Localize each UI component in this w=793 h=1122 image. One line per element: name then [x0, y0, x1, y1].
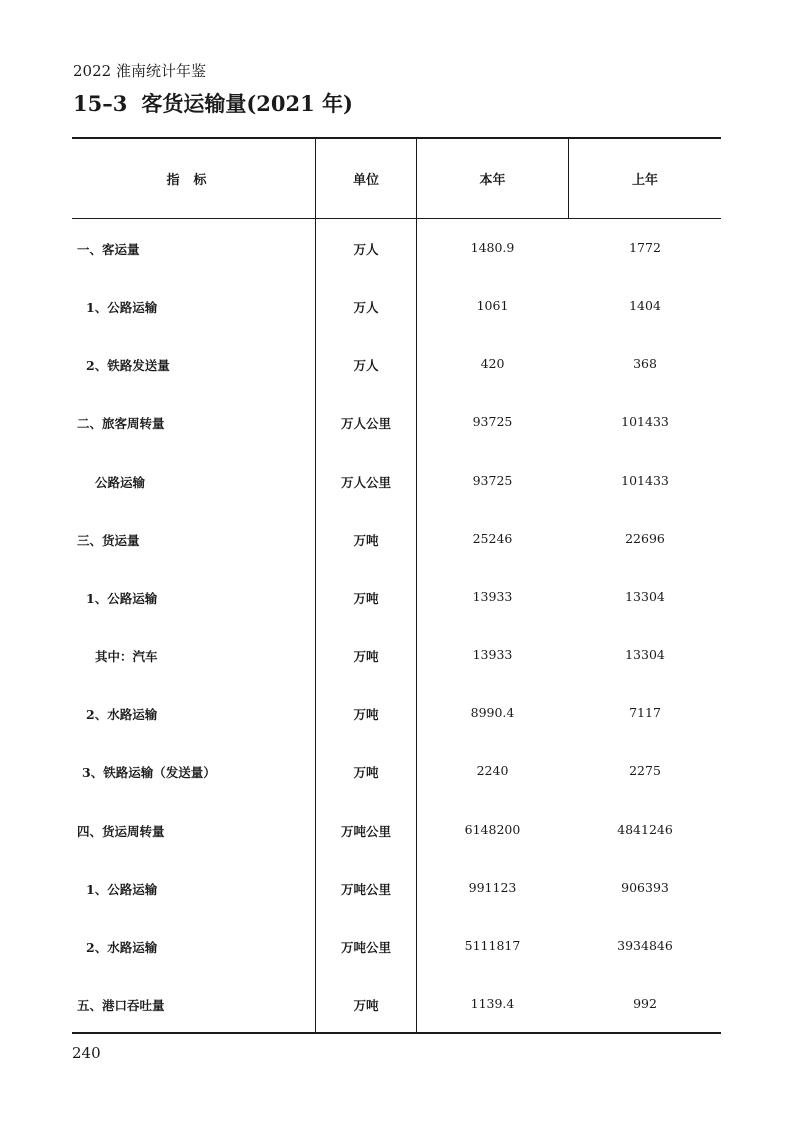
row-label: 一、客运量: [77, 242, 140, 257]
table-row: [72, 880, 721, 900]
row-label: 2、水路运输: [86, 707, 158, 722]
row-current-value: 2240: [476, 763, 509, 778]
row-previous-value: 906393: [621, 880, 669, 895]
table-row: [72, 356, 721, 376]
header-unit: 单位: [352, 173, 379, 188]
row-label: 3、铁路运输（发送量）: [82, 765, 216, 780]
row-unit: 万人公里: [340, 475, 391, 490]
row-unit: 万人: [353, 358, 379, 373]
row-current-value: 420: [480, 356, 505, 371]
row-current-value: 1480.9: [470, 240, 515, 255]
row-previous-value: 7117: [629, 705, 661, 720]
table-row: [72, 647, 721, 667]
row-previous-value: 3934846: [617, 938, 673, 953]
row-previous-value: 101433: [621, 473, 669, 488]
row-label: 公路运输: [95, 475, 146, 490]
row-previous-value: 992: [633, 996, 657, 1011]
row-label: 三、货运量: [77, 533, 140, 548]
row-current-value: 13933: [472, 647, 513, 662]
header-current-year: 本年: [479, 173, 506, 188]
row-label: 1、公路运输: [86, 591, 158, 606]
table-row: [72, 414, 721, 434]
row-current-value: 25246: [472, 531, 513, 546]
table-row: [72, 822, 721, 842]
row-current-value: 93725: [472, 473, 513, 488]
row-label: 2、铁路发送量: [86, 358, 170, 373]
row-previous-value: 13304: [625, 647, 665, 662]
table-row: [72, 763, 721, 783]
row-unit: 万吨: [353, 533, 379, 548]
row-current-value: 5111817: [464, 938, 521, 953]
row-unit: 万吨公里: [340, 824, 391, 839]
row-label: 1、公路运输: [86, 300, 158, 315]
section-title-text: 客货运输量(2021 年): [141, 91, 353, 116]
row-unit: 万人公里: [340, 416, 391, 431]
table-row: [72, 531, 721, 551]
row-previous-value: 4841246: [617, 822, 673, 837]
row-previous-value: 1404: [629, 298, 661, 313]
row-current-value: 8990.4: [470, 705, 515, 720]
row-previous-value: 22696: [625, 531, 665, 546]
table-row: [72, 938, 721, 958]
row-unit: 万人: [353, 242, 379, 257]
row-previous-value: 2275: [629, 763, 661, 778]
row-current-value: 1139.4: [470, 996, 515, 1011]
row-current-value: 93725: [472, 414, 513, 429]
row-unit: 万吨: [353, 591, 379, 606]
row-previous-value: 101433: [621, 414, 669, 429]
row-previous-value: 13304: [625, 589, 665, 604]
row-label: 二、旅客周转量: [77, 416, 165, 431]
row-unit: 万人: [353, 300, 379, 315]
table-top-rule: [72, 137, 721, 139]
row-label: 2、水路运输: [86, 940, 158, 955]
table-row: [72, 473, 721, 493]
running-head: 2022 淮南统计年鉴: [73, 62, 206, 80]
row-label: 五、港口吞吐量: [77, 998, 165, 1013]
section-title: [73, 88, 353, 118]
row-label: 四、货运周转量: [77, 824, 165, 839]
row-current-value: 1061: [476, 298, 509, 313]
section-number: 15–3: [73, 91, 128, 116]
table-header-rule: [72, 218, 721, 219]
statistics-table: [72, 137, 721, 1035]
row-unit: 万吨: [353, 765, 379, 780]
header-indicator: 指标: [166, 173, 221, 188]
row-label: 1、公路运输: [86, 882, 158, 897]
page-number: 240: [72, 1044, 101, 1062]
row-label: 其中：汽车: [95, 649, 158, 664]
row-unit: 万吨公里: [340, 882, 391, 897]
table-row: [72, 705, 721, 725]
row-unit: 万吨: [353, 998, 379, 1013]
row-unit: 万吨: [353, 707, 379, 722]
row-unit: 万吨公里: [340, 940, 391, 955]
row-current-value: 6148200: [464, 822, 521, 837]
row-current-value: 991123: [468, 880, 517, 895]
row-unit: 万吨: [353, 649, 379, 664]
table-row: [72, 589, 721, 609]
table-bottom-rule: [72, 1032, 721, 1034]
table-row: [72, 298, 721, 318]
row-current-value: 13933: [472, 589, 513, 604]
table-row: [72, 240, 721, 260]
header-previous-year: 上年: [631, 173, 658, 188]
row-previous-value: 368: [633, 356, 657, 371]
table-row: [72, 996, 721, 1016]
row-previous-value: 1772: [629, 240, 661, 255]
